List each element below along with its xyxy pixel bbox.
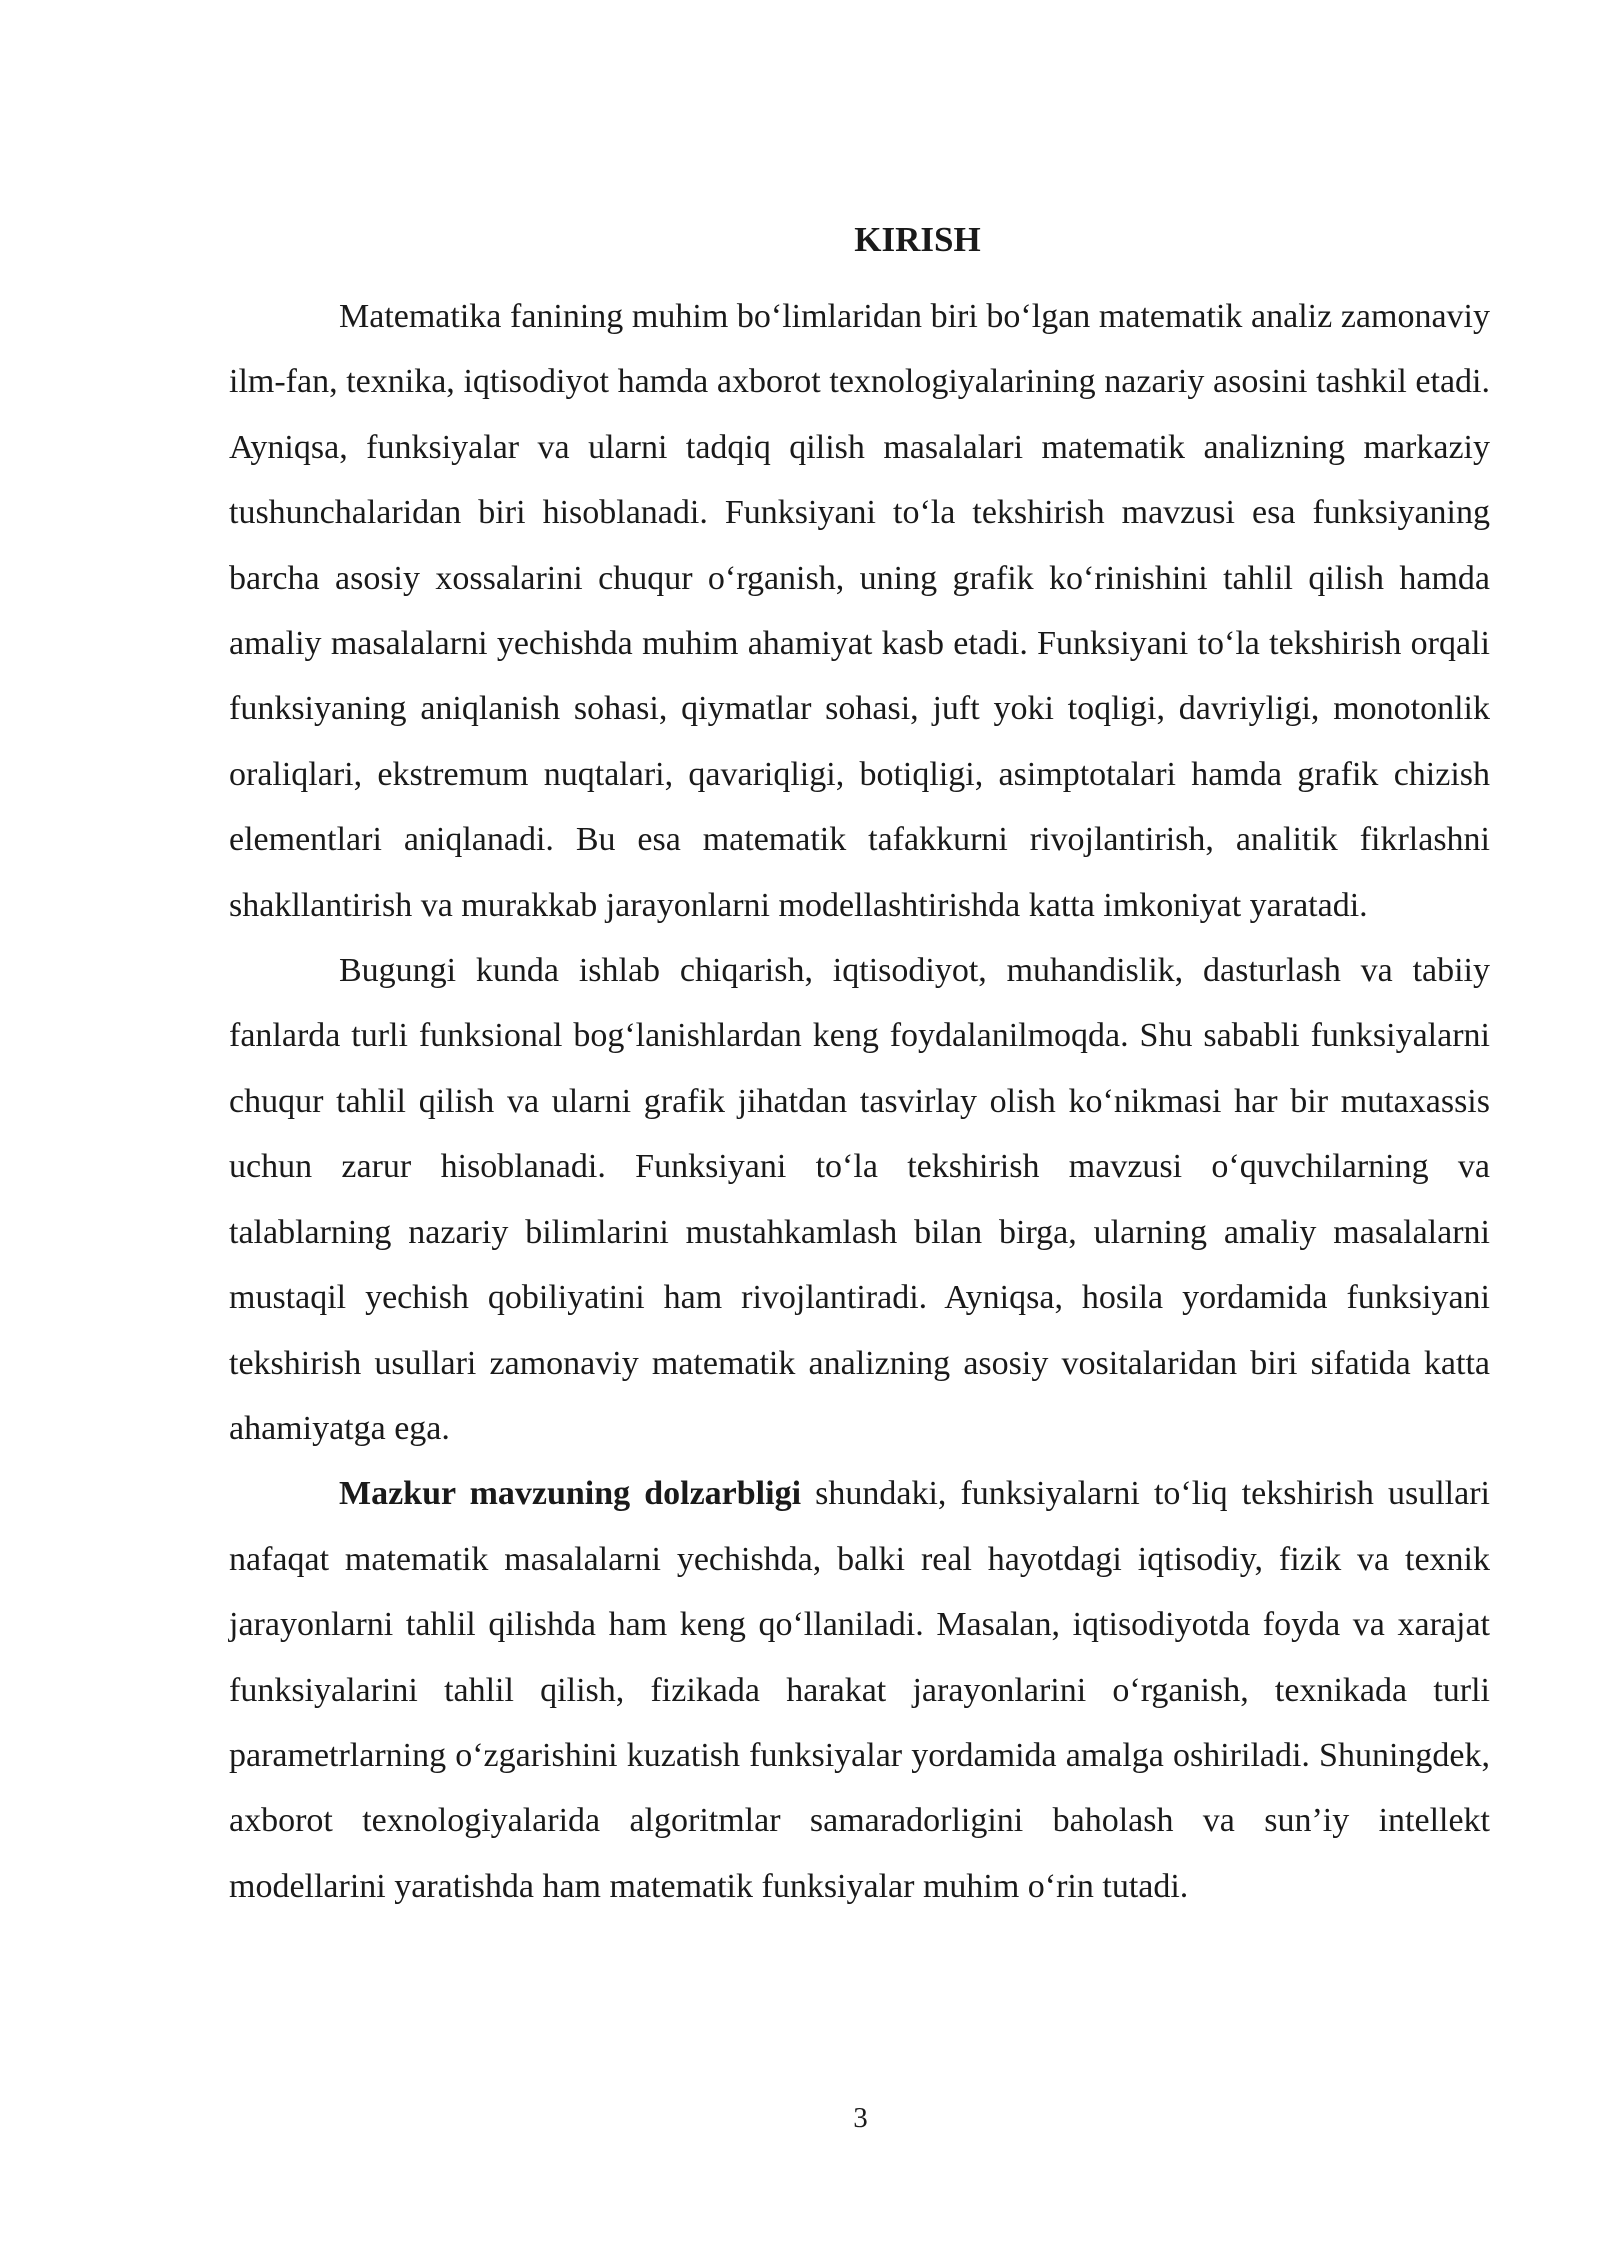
paragraph-lead-bold: Mazkur mavzuning dolzarbligi [339, 1475, 802, 1513]
page-number: 3 [853, 2102, 868, 2134]
paragraph-text: Bugungi kunda ishlab chiqarish, iqtisodiyot, muhandislik, dasturlash va tabiiy fanlarda turli funksional bog‘lanishlardan keng foydalanilmoqda. Shu sababli funksiyalarni chuqur tahlil qilish va ularni grafik jihatdan tasvirlay olish ko‘nikmasi har bir mutaxassis uchun zarur hisoblanadi. Funksiyani to‘la tekshirish mavzusi o‘quvchilarning va talablarning nazariy bilimlarini mustahkamlash bilan birga, ularning amaliy masalalarni mustaqil yechish qobiliyatini ham rivojlantiradi. Ayniqsa, hosila yordamida funksiyani tekshirish usullari zamonaviy matematik analizning asosiy vositalaridan biri sifatida katta ahamiyatga ega. [229, 952, 1490, 1447]
paragraph-text: shundaki, funksiyalarni to‘liq tekshirish usullari nafaqat matematik masalalarni yechishda, balki real hayotdagi iqtisodiy, fizik va texnik jarayonlarni tahlil qilishda ham keng qo‘llaniladi. Masalan, iqtisodiyotda foyda va xarajat funksiyalarini tahlil qilish, fizikada harakat jarayonlarini o‘rganish, texnikada turli parametrlarning o‘zgarishini kuzatish funksiyalar yordamida amalga oshiriladi. Shuningdek, axborot texnologiyalarida algoritmlar samaradorligini baholash va sun’iy intellekt modellarini yaratishda ham matematik funksiyalar muhim o‘rin tutadi. [229, 1475, 1490, 1905]
paragraph-2 [229, 938, 1490, 1461]
body-text [229, 284, 1490, 1919]
paragraph-1 [229, 284, 1490, 938]
page-title: KIRISH [854, 220, 981, 259]
paragraph-3 [229, 1461, 1490, 1919]
paragraph-text: Matematika fanining muhim bo‘limlaridan biri bo‘lgan matematik analiz zamonaviy ilm-fan, texnika, iqtisodiyot hamda axborot texnologiyalarining nazariy asosini tashkil etadi. Ayniqsa, funksiyalar va ularni tadqiq qilish masalalari matematik analizning markaziy tushunchalaridan biri hisoblanadi. Funksiyani to‘la tekshirish mavzusi esa funksiyaning barcha asosiy xossalarini chuqur o‘rganish, uning grafik ko‘rinishini tahlil qilish hamda amaliy masalalarni yechishda muhim ahamiyat kasb etadi. Funksiyani to‘la tekshirish orqali funksiyaning aniqlanish sohasi, qiymatlar sohasi, juft yoki toqligi, davriyligi, monotonlik oraliqlari, ekstremum nuqtalari, qavariqligi, botiqligi, asimptotalari hamda grafik chizish elementlari aniqlanadi. Bu esa matematik tafakkurni rivojlantirish, analitik fikrlashni shakllantirish va murakkab jarayonlarni modellashtirishda katta imkoniyat yaratadi. [229, 298, 1490, 924]
